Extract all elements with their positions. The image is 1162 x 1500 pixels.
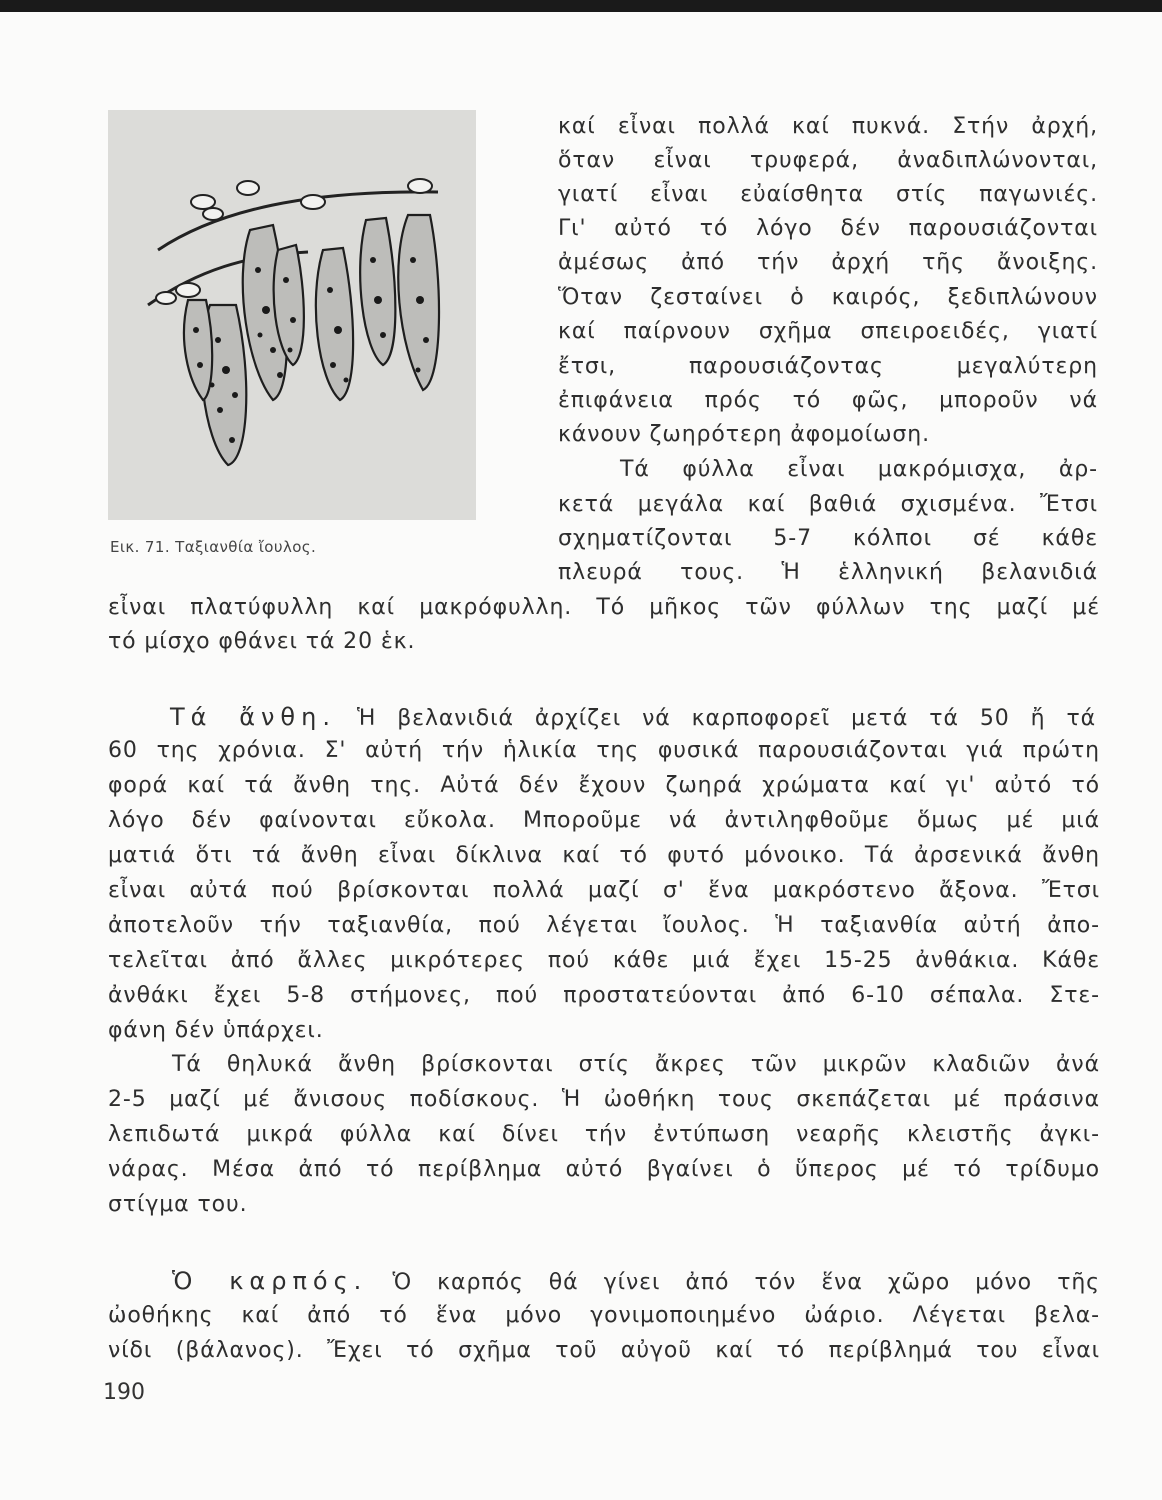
scan-top-edge — [0, 0, 1162, 12]
text-line: κάνουν ζωηρότερη ἀφομοίωση. — [558, 422, 931, 447]
text-line: στίγμα του. — [108, 1192, 248, 1217]
section-heading-flowers: Τά ἄνθη. — [170, 703, 336, 731]
text-line: γιατί εἶναι εὐαίσθητα στίς παγωνιές. — [558, 182, 1098, 207]
text-line: ἔτσι, παρουσιάζοντας μεγαλύτερη — [558, 354, 1098, 379]
text-line: καί παίρνουν σχῆμα σπειροειδές, γιατί — [558, 319, 1098, 344]
text-line: Τά θηλυκά ἄνθη βρίσκονται στίς ἄκρες τῶν μικρῶν κλαδιῶν ἀνά — [172, 1052, 1100, 1077]
text-line: φορά καί τά ἄνθη της. Αὐτά δέν ἔχουν ζωηρά χρώματα καί γι' αὐτό τό — [108, 773, 1100, 798]
text-line: φάνη δέν ὑπάρχει. — [108, 1018, 324, 1043]
text-line: ὠοθήκης καί ἀπό τό ἕνα μόνο γονιμοποιημένο ὠάριο. Λέγεται βελα- — [108, 1303, 1100, 1328]
text-line: ἐπιφάνεια πρός τό φῶς, μποροῦν νά — [558, 388, 1098, 413]
text-line: Τά φύλλα εἶναι μακρόμισχα, ἀρ- — [620, 457, 1098, 482]
text-line: 60 της χρόνια. Σ' αὐτή τήν ἡλικία της φυσικά παρουσιάζονται γιά πρώτη — [108, 738, 1100, 763]
text-line: κετά μεγάλα καί βαθιά σχισμένα. Ἔτσι — [558, 492, 1098, 517]
text-line: καί εἶναι πολλά καί πυκνά. Στήν ἀρχή, — [558, 114, 1098, 139]
text-line: ἀμέσως ἀπό τήν ἀρχή τῆς ἄνοιξης. — [558, 250, 1098, 275]
text-line: Ἡ βελανιδιά ἀρχίζει νά καρποφορεῖ μετά τά 50 ἤ τά — [356, 706, 1096, 731]
figure-caption: Εικ. 71. Ταξιανθία ἴουλος. — [110, 538, 317, 556]
text-line: ἀνθάκι ἔχει 5-8 στήμονες, πού προστατεύονται ἀπό 6-10 σέπαλα. Στε- — [108, 983, 1100, 1008]
section-flowers-first-line — [170, 702, 1096, 734]
text-line: 2-5 μαζί μέ ἄνισους ποδίσκους. Ἡ ὠοθήκη τους σκεπάζεται μέ πράσινα — [108, 1087, 1100, 1112]
catkin-illustration — [108, 110, 476, 520]
text-line: πλευρά τους. Ἡ ἑλληνική βελανιδιά — [558, 560, 1098, 585]
text-line: Ὅταν ζεσταίνει ὁ καιρός, ξεδιπλώνουν — [558, 285, 1098, 310]
text-line: λεπιδωτά μικρά φύλλα καί δίνει τήν ἐντύπωση νεαρῆς κλειστῆς ἀγκι- — [108, 1122, 1100, 1147]
text-line: εἶναι πλατύφυλλη καί μακρόφυλλη. Τό μῆκος τῶν φύλλων της μαζί μέ — [108, 595, 1100, 620]
text-line: σχηματίζονται 5-7 κόλποι σέ κάθε — [558, 526, 1098, 551]
text-line: τελεῖται ἀπό ἄλλες μικρότερες πού κάθε μιά ἔχει 15-25 ἀνθάκια. Κάθε — [108, 948, 1100, 973]
text-line: νάρας. Μέσα ἀπό τό περίβλημα αὐτό βγαίνει ὁ ὕπερος μέ τό τρίδυμο — [108, 1157, 1100, 1182]
text-line: ἀποτελοῦν τήν ταξιανθία, πού λέγεται ἴουλος. Ἡ ταξιανθία αὐτή ἀπο- — [108, 913, 1100, 938]
text-line: νίδι (βάλανος). Ἔχει τό σχῆμα τοῦ αὐγοῦ καί τό περίβλημά του εἶναι — [108, 1338, 1100, 1363]
text-line: εἶναι αὐτά πού βρίσκονται πολλά μαζί σ' ἕνα μακρόστενο ἄξονα. Ἔτσι — [108, 878, 1100, 903]
text-line: Ὁ καρπός θά γίνει ἀπό τόν ἕνα χῶρο μόνο τῆς — [392, 1270, 1100, 1295]
text-line: λόγο δέν φαίνονται εὔκολα. Μποροῦμε νά ἀντιληφθοῦμε ὅμως μέ μιά — [108, 808, 1100, 833]
text-line: ὅταν εἶναι τρυφερά, ἀναδιπλώνονται, — [558, 148, 1098, 173]
text-line: τό μίσχο φθάνει τά 20 ἑκ. — [108, 629, 416, 654]
section-heading-fruit: Ὁ καρπός. — [172, 1267, 368, 1295]
section-fruit-first-line — [172, 1266, 1100, 1298]
text-line: ματιά ὅτι τά ἄνθη εἶναι δίκλινα καί τό φυτό μόνοικο. Τά ἀρσενικά ἄνθη — [108, 843, 1100, 868]
page-number: 190 — [103, 1380, 145, 1405]
text-line: Γι' αὐτό τό λόγο δέν παρουσιάζονται — [558, 216, 1098, 241]
catkin-drawing — [108, 110, 476, 520]
